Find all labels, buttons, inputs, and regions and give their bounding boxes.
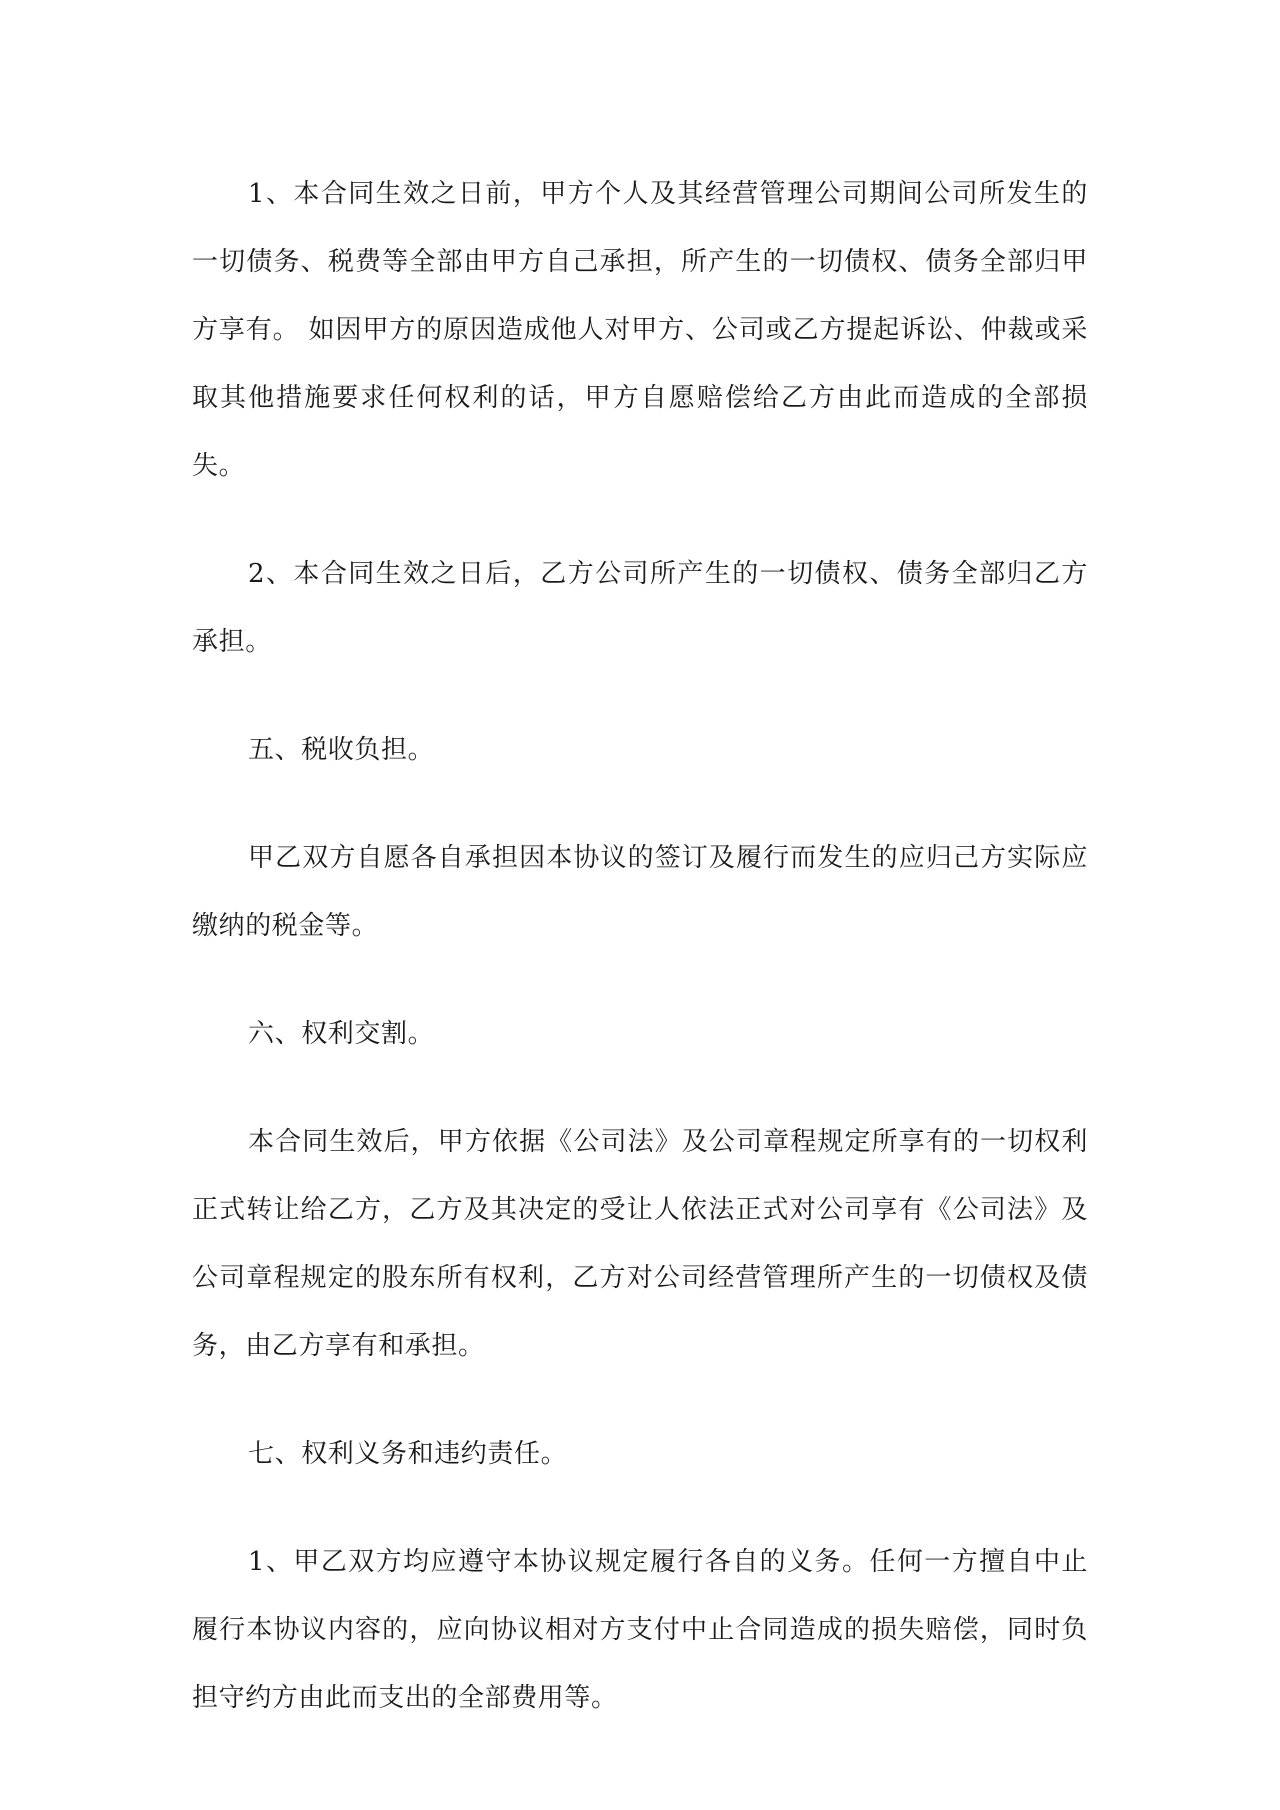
document-body [192, 160, 1088, 1772]
section-heading-tax: 五、税收负担。 [248, 735, 435, 765]
clause-4-item-2: 2、本合同生效之日后，乙方公司所产生的一切债权、债务全部归乙方承担。 [192, 559, 1088, 657]
clause-5-text: 甲乙双方自愿各自承担因本协议的签订及履行而发生的应归己方实际应缴纳的税金等。 [192, 843, 1088, 941]
section-heading-obligations: 七、权利义务和违约责任。 [248, 1439, 568, 1469]
clause-6-text: 本合同生效后，甲方依据《公司法》及公司章程规定所享有的一切权利正式转让给乙方，乙方及其决定的受让人依法正式对公司享有《公司法》及公司章程规定的股东所有权利，乙方对公司经营管理所产生的一切债权及债务，由乙方享有和承担。 [192, 1127, 1088, 1361]
clause-7-item-1: 1、甲乙双方均应遵守本协议规定履行各自的义务。任何一方擅自中止履行本协议内容的，应向协议相对方支付中止合同造成的损失赔偿，同时负担守约方由此而支出的全部费用等。 [192, 1547, 1088, 1713]
section-heading-rights-transfer: 六、权利交割。 [248, 1019, 435, 1049]
clause-4-item-1: 1、本合同生效之日前，甲方个人及其经营管理公司期间公司所发生的一切债务、税费等全部由甲方自己承担，所产生的一切债权、债务全部归甲方享有。 如因甲方的原因造成他人对甲方、公司或乙方提起诉讼、仲裁或采取其他措施要求任何权利的话，甲方自愿赔偿给乙方由此而造成的全部损失。 [192, 179, 1088, 481]
